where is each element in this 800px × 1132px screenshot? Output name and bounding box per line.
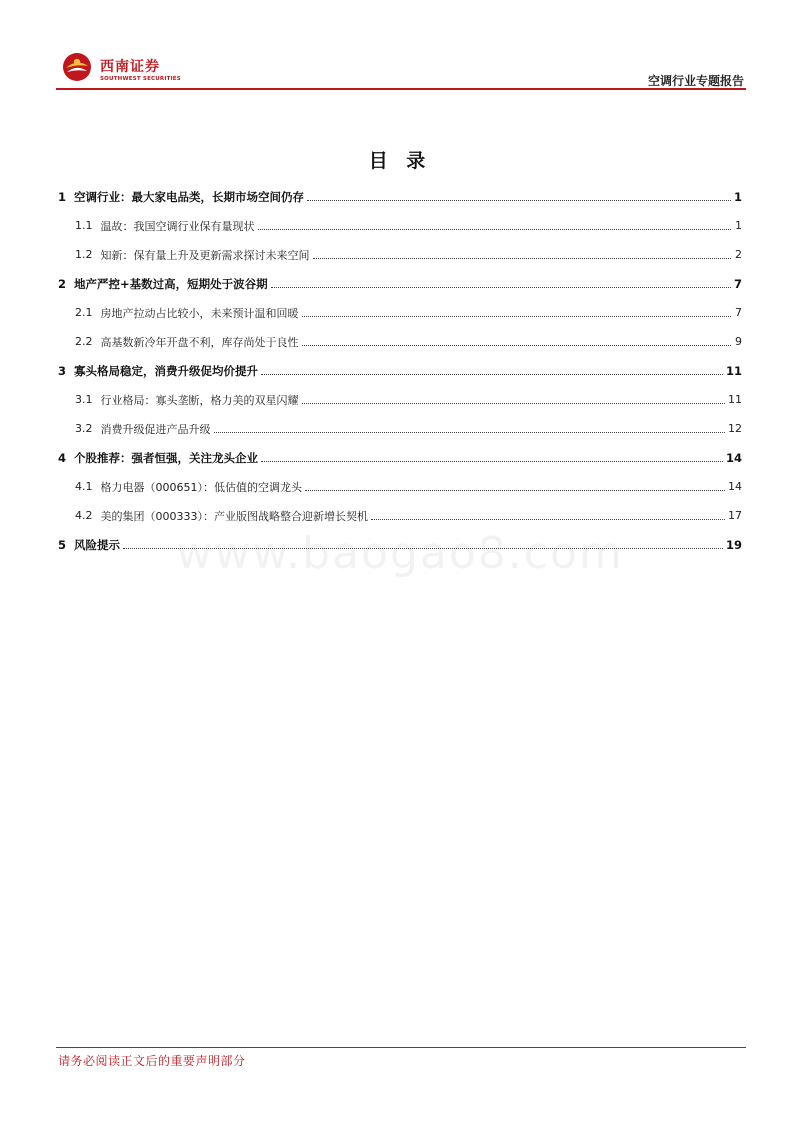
toc-entry-text: 个股推荐：强者恒强，关注龙头企业 <box>74 450 259 465</box>
toc-dot-leader <box>258 229 732 230</box>
toc-dot-leader <box>261 461 723 462</box>
toc-entry-page: 14 <box>725 450 742 465</box>
toc-dot-leader <box>261 374 723 375</box>
toc-entry-page: 1 <box>735 219 742 232</box>
toc-entry-page: 2 <box>735 248 742 261</box>
toc-entry-page: 12 <box>728 422 742 435</box>
toc-entry-page: 9 <box>735 335 742 348</box>
toc-entry[interactable] <box>58 443 742 472</box>
page-header <box>56 44 746 90</box>
toc-entry-page: 14 <box>728 480 742 493</box>
toc-entry-number: 1.2 <box>75 248 93 261</box>
toc-entry-page: 19 <box>725 537 742 552</box>
toc-entry[interactable] <box>58 182 742 211</box>
toc-entry-text: 高基数新冷年开盘不利，库存尚处于良性 <box>100 335 299 349</box>
toc-entry[interactable] <box>58 240 742 269</box>
toc-entry[interactable] <box>58 385 742 414</box>
toc-entry-text: 消费升级促进产品升级 <box>100 422 211 436</box>
toc-entry-page: 7 <box>735 306 742 319</box>
toc-entry[interactable] <box>58 356 742 385</box>
toc-entry-number: 3 <box>58 363 67 378</box>
toc-entry[interactable] <box>58 327 742 356</box>
toc-entry-number: 2.1 <box>75 306 93 319</box>
toc-entry-page: 11 <box>725 363 742 378</box>
footer-divider <box>56 1047 746 1048</box>
toc-entry-text: 行业格局：寡头垄断，格力美的双星闪耀 <box>100 393 299 407</box>
toc-entry-text: 寡头格局稳定，消费升级促均价提升 <box>74 363 259 378</box>
toc-entry-number: 1.1 <box>75 219 93 232</box>
toc-entry[interactable] <box>58 501 742 530</box>
toc-dot-leader <box>313 258 732 259</box>
toc-entry-text: 空调行业：最大家电品类，长期市场空间仍存 <box>74 189 305 204</box>
logo-icon <box>62 52 92 82</box>
toc-entry-text: 地产严控+基数过高，短期处于波谷期 <box>74 276 268 291</box>
report-title: 空调行业专题报告 <box>647 74 744 88</box>
header-divider <box>56 88 746 90</box>
toc-entry-number: 4 <box>58 450 67 465</box>
toc-entry-page: 17 <box>728 509 742 522</box>
toc-dot-leader <box>302 403 726 404</box>
logo-chinese-name: 西南证券 <box>100 59 160 75</box>
toc-entry-number: 3.2 <box>75 422 93 435</box>
table-of-contents <box>58 182 742 559</box>
toc-dot-leader <box>307 200 731 201</box>
toc-entry-number: 4.1 <box>75 480 93 493</box>
toc-entry-text: 美的集团（000333）：产业版图战略整合迎新增长契机 <box>100 509 368 523</box>
logo-english-name: SOUTHWEST SECURITIES <box>100 76 181 82</box>
toc-entry-number: 2.2 <box>75 335 93 348</box>
toc-entry-number: 3.1 <box>75 393 93 406</box>
toc-entry-page: 1 <box>733 189 742 204</box>
toc-dot-leader <box>305 490 725 491</box>
toc-dot-leader <box>302 316 732 317</box>
toc-entry-number: 1 <box>58 189 67 204</box>
toc-entry-text: 知新：保有量上升及更新需求探讨未来空间 <box>100 248 310 262</box>
toc-entry[interactable] <box>58 530 742 559</box>
toc-entry-page: 11 <box>728 393 742 406</box>
toc-entry-number: 2 <box>58 276 67 291</box>
company-logo <box>62 50 181 86</box>
toc-title: 目 录 <box>368 150 432 172</box>
footer-disclaimer: 请务必阅读正文后的重要声明部分 <box>58 1054 246 1068</box>
toc-entry[interactable] <box>58 414 742 443</box>
toc-entry-number: 4.2 <box>75 509 93 522</box>
toc-entry-text: 房地产拉动占比较小，未来预计温和回暖 <box>100 306 299 320</box>
toc-dot-leader <box>214 432 726 433</box>
toc-entry-text: 风险提示 <box>74 537 121 552</box>
toc-dot-leader <box>123 548 723 549</box>
toc-entry[interactable] <box>58 211 742 240</box>
toc-entry-number: 5 <box>58 537 67 552</box>
toc-entry[interactable] <box>58 269 742 298</box>
toc-entry[interactable] <box>58 298 742 327</box>
toc-entry[interactable] <box>58 472 742 501</box>
toc-entry-page: 7 <box>733 276 742 291</box>
toc-entry-text: 格力电器（000651）：低估值的空调龙头 <box>100 480 302 494</box>
toc-entry-text: 温故：我国空调行业保有量现状 <box>100 219 255 233</box>
toc-dot-leader <box>302 345 732 346</box>
toc-dot-leader <box>371 519 725 520</box>
watermark: www.baogao8.com <box>176 528 624 579</box>
toc-dot-leader <box>271 287 731 288</box>
